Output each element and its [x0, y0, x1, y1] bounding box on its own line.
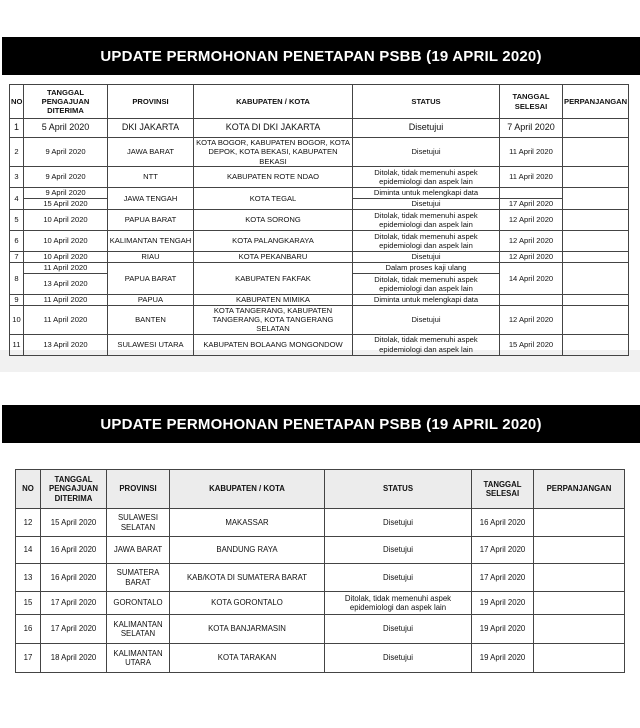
cell-perpanjangan: [563, 334, 629, 355]
cell-selesai: 17 April 2020: [472, 537, 534, 564]
header-no: NO: [16, 470, 41, 509]
cell-no: 14: [16, 537, 41, 564]
cell-status: Ditolak, tidak memenuhi aspek epidemiologi dan aspek lain: [353, 334, 500, 355]
table-row: [16, 509, 625, 537]
cell-provinsi: NTT: [108, 166, 194, 187]
cell-tanggal: 18 April 2020: [41, 644, 107, 673]
cell-kabupaten: KOTA PEKANBARU: [194, 251, 353, 262]
table-row: [10, 251, 629, 262]
header-tanggal: TANGGAL PENGAJUAN DITERIMA: [41, 470, 107, 509]
cell-status: Ditolak, tidak memenuhi aspek epidemiologi dan aspek lain: [353, 273, 500, 294]
cell-kabupaten: KOTA TARAKAN: [170, 644, 325, 673]
cell-kabupaten: KABUPATEN MIMIKA: [194, 294, 353, 305]
page-2: [0, 372, 640, 728]
cell-status: Disetujui: [325, 564, 472, 592]
header-perpanjangan: PERPANJANGAN: [563, 85, 629, 119]
cell-provinsi: BANTEN: [108, 305, 194, 334]
cell-status: Disetujui: [353, 138, 500, 167]
cell-status: Disetujui: [353, 119, 500, 138]
cell-tanggal: 10 April 2020: [24, 251, 108, 262]
psbb-table-1: [9, 84, 629, 356]
cell-no: 3: [10, 166, 24, 187]
cell-selesai: 16 April 2020: [472, 509, 534, 537]
cell-selesai: 19 April 2020: [472, 644, 534, 673]
header-kabupaten: KABUPATEN / KOTA: [170, 470, 325, 509]
cell-status: Disetujui: [325, 615, 472, 644]
cell-kabupaten: KOTA BOGOR, KABUPATEN BOGOR, KOTA DEPOK, KOTA BEKASI, KABUPATEN BEKASI: [194, 138, 353, 167]
cell-tanggal: 11 April 2020: [24, 305, 108, 334]
cell-perpanjangan: [534, 537, 625, 564]
cell-provinsi: JAWA BARAT: [107, 537, 170, 564]
table-row: [10, 166, 629, 187]
cell-kabupaten: MAKASSAR: [170, 509, 325, 537]
cell-no: 5: [10, 209, 24, 230]
cell-tanggal: 11 April 2020: [24, 294, 108, 305]
cell-status: Ditolak, tidak memenuhi aspek epidemiologi dan aspek lain: [353, 209, 500, 230]
cell-provinsi: JAWA TENGAH: [108, 187, 194, 209]
cell-selesai: [500, 187, 563, 198]
cell-tanggal: 16 April 2020: [41, 537, 107, 564]
cell-perpanjangan: [563, 119, 629, 138]
cell-kabupaten: KABUPATEN ROTE NDAO: [194, 166, 353, 187]
table-row: [16, 564, 625, 592]
cell-no: 15: [16, 592, 41, 615]
cell-tanggal: 15 April 2020: [41, 509, 107, 537]
cell-perpanjangan: [563, 294, 629, 305]
cell-provinsi: KALIMANTAN SELATAN: [107, 615, 170, 644]
cell-selesai: 15 April 2020: [500, 334, 563, 355]
cell-selesai: 12 April 2020: [500, 209, 563, 230]
cell-kabupaten: KOTA SORONG: [194, 209, 353, 230]
cell-provinsi: PAPUA: [108, 294, 194, 305]
page-title: UPDATE PERMOHONAN PENETAPAN PSBB (19 APRIL 2020): [2, 37, 640, 75]
cell-no: 6: [10, 230, 24, 251]
cell-tanggal: 17 April 2020: [41, 592, 107, 615]
cell-no: 9: [10, 294, 24, 305]
cell-tanggal: 11 April 2020: [24, 262, 108, 273]
header-selesai: TANGGAL SELESAI: [500, 85, 563, 119]
cell-perpanjangan: [563, 262, 629, 294]
cell-no: 10: [10, 305, 24, 334]
cell-status: Ditolak, tidak memenuhi aspek epidemiologi dan aspek lain: [353, 230, 500, 251]
header-no: NO: [10, 85, 24, 119]
cell-provinsi: GORONTALO: [107, 592, 170, 615]
cell-perpanjangan: [563, 187, 629, 209]
cell-selesai: 17 April 2020: [472, 564, 534, 592]
cell-kabupaten: BANDUNG RAYA: [170, 537, 325, 564]
cell-perpanjangan: [563, 305, 629, 334]
cell-selesai: 12 April 2020: [500, 251, 563, 262]
cell-no: 1: [10, 119, 24, 138]
cell-tanggal: 10 April 2020: [24, 230, 108, 251]
table-row: [10, 187, 629, 198]
cell-tanggal: 15 April 2020: [24, 198, 108, 209]
cell-provinsi: PAPUA BARAT: [108, 262, 194, 294]
cell-status: Dalam proses kaji ulang: [353, 262, 500, 273]
cell-status: Disetujui: [353, 198, 500, 209]
cell-tanggal: 9 April 2020: [24, 187, 108, 198]
cell-perpanjangan: [534, 592, 625, 615]
cell-selesai: [500, 294, 563, 305]
cell-provinsi: PAPUA BARAT: [108, 209, 194, 230]
cell-kabupaten: KOTA TANGERANG, KABUPATEN TANGERANG, KOTA TANGERANG SELATAN: [194, 305, 353, 334]
table-row: [16, 615, 625, 644]
cell-provinsi: SUMATERA BARAT: [107, 564, 170, 592]
cell-selesai: 19 April 2020: [472, 615, 534, 644]
cell-perpanjangan: [563, 251, 629, 262]
table-header-row: [10, 85, 629, 119]
cell-kabupaten: KABUPATEN BOLAANG MONGONDOW: [194, 334, 353, 355]
header-selesai: TANGGAL SELESAI: [472, 470, 534, 509]
cell-perpanjangan: [563, 138, 629, 167]
cell-kabupaten: KOTA GORONTALO: [170, 592, 325, 615]
page-title: UPDATE PERMOHONAN PENETAPAN PSBB (19 APRIL 2020): [2, 405, 640, 443]
cell-perpanjangan: [563, 230, 629, 251]
cell-tanggal: 10 April 2020: [24, 209, 108, 230]
cell-no: 11: [10, 334, 24, 355]
cell-perpanjangan: [534, 564, 625, 592]
cell-no: 2: [10, 138, 24, 167]
cell-kabupaten: KOTA TEGAL: [194, 187, 353, 209]
page-1: [0, 0, 640, 354]
header-perpanjangan: PERPANJANGAN: [534, 470, 625, 509]
cell-status: Disetujui: [325, 509, 472, 537]
cell-selesai: 11 April 2020: [500, 166, 563, 187]
table-row: [16, 644, 625, 673]
cell-no: 8: [10, 262, 24, 294]
cell-provinsi: SULAWESI SELATAN: [107, 509, 170, 537]
cell-selesai: 11 April 2020: [500, 138, 563, 167]
cell-status: Diminta untuk melengkapi data: [353, 187, 500, 198]
table-row: [16, 537, 625, 564]
cell-no: 13: [16, 564, 41, 592]
cell-no: 17: [16, 644, 41, 673]
cell-tanggal: 13 April 2020: [24, 334, 108, 355]
cell-selesai: 19 April 2020: [472, 592, 534, 615]
cell-provinsi: RIAU: [108, 251, 194, 262]
cell-perpanjangan: [563, 209, 629, 230]
cell-provinsi: KALIMANTAN UTARA: [107, 644, 170, 673]
cell-tanggal: 16 April 2020: [41, 564, 107, 592]
cell-status: Disetujui: [353, 305, 500, 334]
cell-tanggal: 9 April 2020: [24, 166, 108, 187]
cell-status: Disetujui: [325, 537, 472, 564]
table-row: [10, 230, 629, 251]
cell-status: Ditolak, tidak memenuhi aspek epidemiologi dan aspek lain: [353, 166, 500, 187]
table-row: [10, 262, 629, 273]
table-row: [10, 119, 629, 138]
cell-provinsi: KALIMANTAN TENGAH: [108, 230, 194, 251]
cell-perpanjangan: [534, 615, 625, 644]
cell-status: Diminta untuk melengkapi data: [353, 294, 500, 305]
cell-selesai: 17 April 2020: [500, 198, 563, 209]
cell-perpanjangan: [534, 644, 625, 673]
cell-provinsi: SULAWESI UTARA: [108, 334, 194, 355]
cell-tanggal: 9 April 2020: [24, 138, 108, 167]
header-provinsi: PROVINSI: [107, 470, 170, 509]
cell-tanggal: 17 April 2020: [41, 615, 107, 644]
cell-no: 12: [16, 509, 41, 537]
cell-selesai: 7 April 2020: [500, 119, 563, 138]
cell-perpanjangan: [563, 166, 629, 187]
header-tanggal: TANGGAL PENGAJUAN DITERIMA: [24, 85, 108, 119]
cell-tanggal: 5 April 2020: [24, 119, 108, 138]
cell-kabupaten: KOTA BANJARMASIN: [170, 615, 325, 644]
cell-selesai: 12 April 2020: [500, 305, 563, 334]
cell-no: 16: [16, 615, 41, 644]
header-provinsi: PROVINSI: [108, 85, 194, 119]
cell-kabupaten: KOTA DI DKI JAKARTA: [194, 119, 353, 138]
cell-kabupaten: KABUPATEN FAKFAK: [194, 262, 353, 294]
cell-status: Disetujui: [325, 644, 472, 673]
cell-no: 7: [10, 251, 24, 262]
table-row: [10, 334, 629, 355]
psbb-table-2: [15, 469, 625, 673]
table-row: [10, 138, 629, 167]
table-row: [10, 209, 629, 230]
cell-selesai: 14 April 2020: [500, 262, 563, 294]
cell-kabupaten: KAB/KOTA DI SUMATERA BARAT: [170, 564, 325, 592]
header-status: STATUS: [353, 85, 500, 119]
cell-status: Ditolak, tidak memenuhi aspek epidemiologi dan aspek lain: [325, 592, 472, 615]
cell-perpanjangan: [534, 509, 625, 537]
header-status: STATUS: [325, 470, 472, 509]
cell-selesai: 12 April 2020: [500, 230, 563, 251]
cell-no: 4: [10, 187, 24, 209]
table-row: [16, 592, 625, 615]
header-kabupaten: KABUPATEN / KOTA: [194, 85, 353, 119]
cell-provinsi: JAWA BARAT: [108, 138, 194, 167]
table-header-row: [16, 470, 625, 509]
cell-kabupaten: KOTA PALANGKARAYA: [194, 230, 353, 251]
table-row: [10, 305, 629, 334]
cell-status: Disetujui: [353, 251, 500, 262]
cell-provinsi: DKI JAKARTA: [108, 119, 194, 138]
cell-tanggal: 13 April 2020: [24, 273, 108, 294]
table-row: [10, 294, 629, 305]
